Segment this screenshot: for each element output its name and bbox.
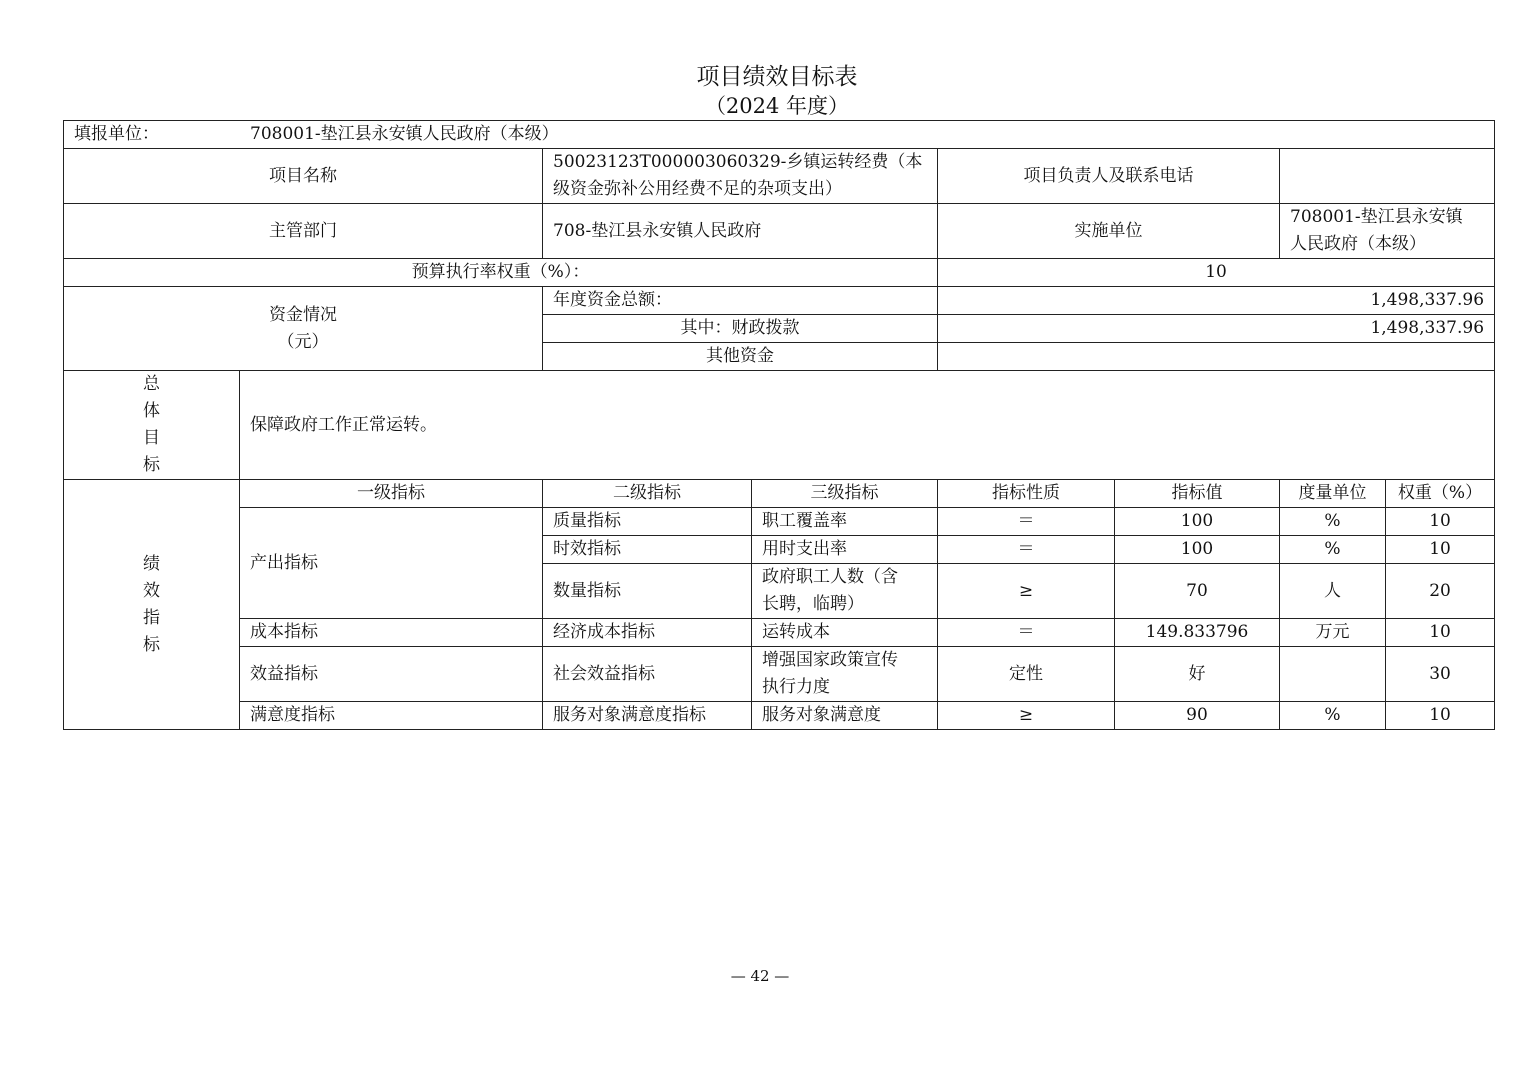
indicator-level1: 满意度指标 — [240, 702, 543, 730]
impl-unit-value — [1280, 204, 1495, 259]
indicator-level2: 社会效益指标 — [543, 647, 752, 702]
funds-label — [64, 287, 543, 371]
department-label: 主管部门 — [64, 204, 543, 259]
indicator-header-row — [64, 480, 1495, 508]
project-name-value — [543, 149, 938, 204]
funds-label-line1: 资金情况 — [269, 304, 337, 325]
indicator-value: 70 — [1115, 564, 1280, 619]
budget-weight-label: 预算执行率权重（%）： — [64, 259, 938, 287]
indicator-row — [64, 702, 1495, 730]
performance-indicators-char: 效 — [143, 580, 160, 601]
indicator-nature: ≥ — [938, 702, 1115, 730]
indicator-level3: 服务对象满意度 — [752, 702, 938, 730]
funds-other-value — [938, 343, 1495, 371]
funds-total-value: 1,498,337.96 — [938, 287, 1495, 315]
indicator-value: 100 — [1115, 536, 1280, 564]
project-name-line1: 50023123T000003060329-乡镇运转经费（本 — [553, 152, 923, 172]
funds-fiscal-label: 其中：财政拨款 — [543, 315, 938, 343]
header-value: 指标值 — [1115, 480, 1280, 508]
indicator-level3-line2: 执行力度 — [762, 677, 830, 697]
indicator-weight: 10 — [1386, 702, 1495, 730]
project-name-row — [64, 149, 1495, 204]
indicator-weight: 10 — [1386, 619, 1495, 647]
funds-other-label: 其他资金 — [543, 343, 938, 371]
overall-goal-label — [64, 371, 240, 480]
indicator-unit: % — [1280, 702, 1386, 730]
indicator-unit — [1280, 647, 1386, 702]
header-nature: 指标性质 — [938, 480, 1115, 508]
project-name-line2: 级资金弥补公用经费不足的杂项支出） — [553, 179, 842, 199]
funds-label-line2: （元） — [277, 331, 329, 352]
document-title: 项目绩效目标表 — [696, 64, 858, 90]
indicator-level2: 质量指标 — [543, 508, 752, 536]
fill-unit-label: 填报单位： — [74, 124, 159, 144]
indicator-value: 149.833796 — [1115, 619, 1280, 647]
indicator-level3: 运转成本 — [752, 619, 938, 647]
department-row — [64, 204, 1495, 259]
indicator-value: 100 — [1115, 508, 1280, 536]
indicator-weight: 30 — [1386, 647, 1495, 702]
document-subtitle: （2024 年度） — [704, 94, 850, 118]
budget-weight-row — [64, 259, 1495, 287]
performance-goal-table — [63, 120, 1495, 730]
header-level3: 三级指标 — [752, 480, 938, 508]
indicator-unit: % — [1280, 508, 1386, 536]
indicator-level3: 职工覆盖率 — [752, 508, 938, 536]
indicator-level2: 数量指标 — [543, 564, 752, 619]
indicator-row — [64, 619, 1495, 647]
overall-goal-char: 目 — [143, 428, 160, 448]
indicator-unit: 人 — [1280, 564, 1386, 619]
overall-goal-char: 体 — [143, 401, 160, 421]
indicator-weight: 10 — [1386, 508, 1495, 536]
indicator-level2: 服务对象满意度指标 — [543, 702, 752, 730]
indicator-level2: 经济成本指标 — [543, 619, 752, 647]
indicator-level3 — [752, 647, 938, 702]
department-value: 708-垫江县永安镇人民政府 — [543, 204, 938, 259]
indicator-nature: ＝ — [938, 619, 1115, 647]
funds-total-label: 年度资金总额： — [543, 287, 938, 315]
page-number: — 42 — — [730, 967, 790, 985]
overall-goal-char: 标 — [143, 455, 160, 475]
funds-fiscal-value: 1,498,337.96 — [938, 315, 1495, 343]
indicator-value: 好 — [1115, 647, 1280, 702]
impl-unit-line1: 708001-垫江县永安镇 — [1290, 207, 1463, 227]
project-contact-value — [1280, 149, 1495, 204]
performance-indicators-char: 绩 — [143, 553, 160, 574]
fill-unit-cell — [64, 121, 1495, 149]
indicator-level3 — [752, 564, 938, 619]
indicator-nature: ＝ — [938, 536, 1115, 564]
indicator-unit: 万元 — [1280, 619, 1386, 647]
indicator-row — [64, 647, 1495, 702]
indicator-nature: 定性 — [938, 647, 1115, 702]
indicator-nature: ＝ — [938, 508, 1115, 536]
header-weight: 权重（%） — [1386, 480, 1495, 508]
header-unit: 度量单位 — [1280, 480, 1386, 508]
overall-goal-row — [64, 371, 1495, 480]
indicator-level3-line2: 长聘，临聘） — [762, 594, 864, 614]
project-contact-label: 项目负责人及联系电话 — [938, 149, 1280, 204]
header-level1: 一级指标 — [240, 480, 543, 508]
fill-unit-row — [64, 121, 1495, 149]
impl-unit-line2: 人民政府（本级） — [1290, 234, 1426, 254]
indicator-level3: 用时支出率 — [752, 536, 938, 564]
fill-unit-value: 708001-垫江县永安镇人民政府（本级） — [250, 124, 559, 144]
performance-indicators-char: 标 — [143, 634, 160, 655]
output-indicator-label: 产出指标 — [240, 508, 543, 619]
indicator-row — [64, 508, 1495, 536]
funds-total-row — [64, 287, 1495, 315]
impl-unit-label: 实施单位 — [938, 204, 1280, 259]
budget-weight-value: 10 — [938, 259, 1495, 287]
overall-goal-text: 保障政府工作正常运转。 — [240, 371, 1495, 480]
indicator-value: 90 — [1115, 702, 1280, 730]
overall-goal-char: 总 — [143, 374, 160, 394]
indicator-level3-line1: 增强国家政策宣传 — [762, 650, 898, 670]
indicator-weight: 10 — [1386, 536, 1495, 564]
indicator-level2: 时效指标 — [543, 536, 752, 564]
indicator-level3-line1: 政府职工人数（含 — [762, 567, 898, 587]
project-name-label: 项目名称 — [64, 149, 543, 204]
indicator-level1: 效益指标 — [240, 647, 543, 702]
performance-indicators-label — [64, 480, 240, 730]
performance-indicators-char: 指 — [143, 607, 160, 628]
indicator-unit: % — [1280, 536, 1386, 564]
header-level2: 二级指标 — [543, 480, 752, 508]
indicator-level1: 成本指标 — [240, 619, 543, 647]
indicator-weight: 20 — [1386, 564, 1495, 619]
indicator-nature: ≥ — [938, 564, 1115, 619]
